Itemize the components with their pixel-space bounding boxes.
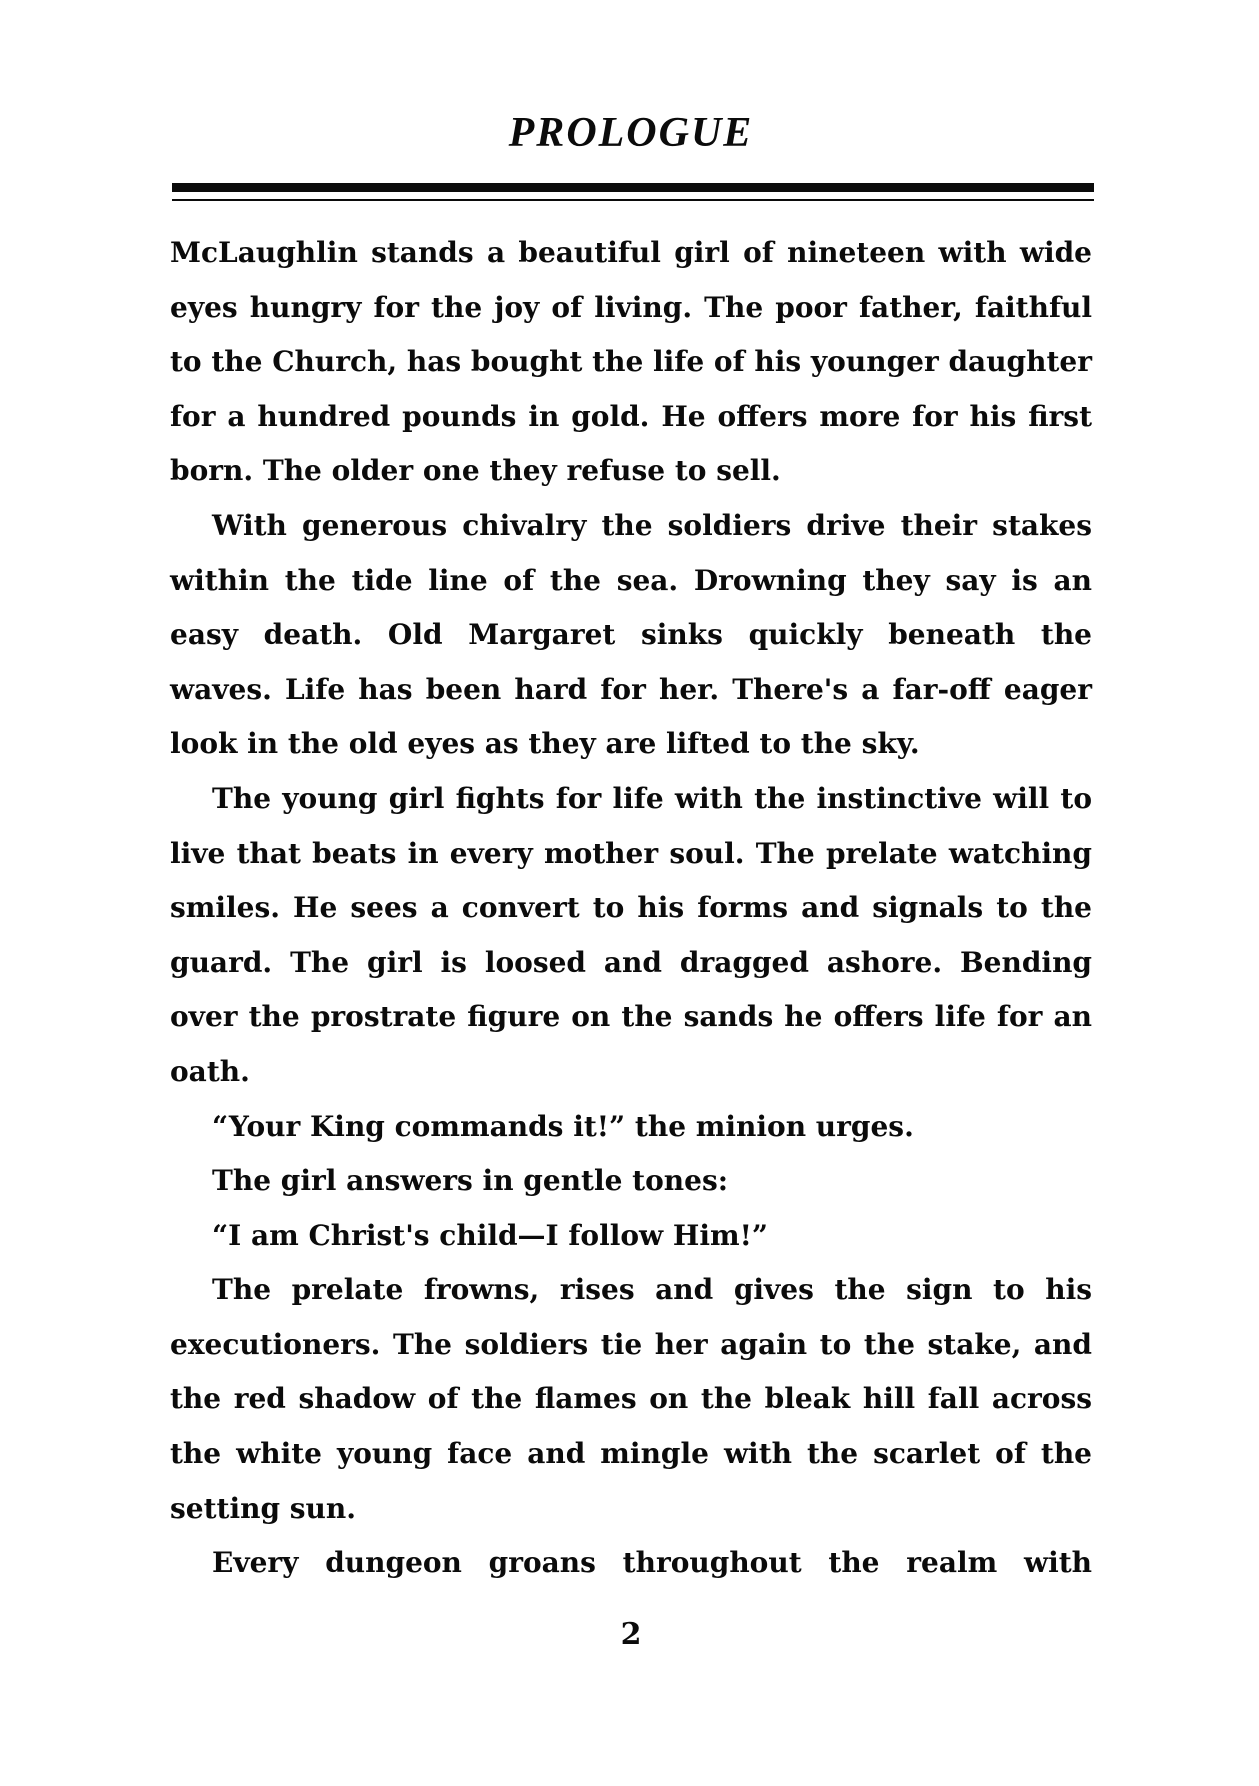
paragraph-dialogue: “Your King commands it!” the minion urges.	[212, 1109, 914, 1143]
running-head: PROLOGUE	[508, 110, 754, 156]
paragraph-dialogue: “I am Christ's child—I follow Him!”	[212, 1218, 769, 1252]
paragraph-runover: Every dungeon groans throughout the realm with	[212, 1546, 1092, 1580]
header-rule-thick	[172, 183, 1094, 192]
paragraph-continued: McLaughlin stands a beautiful girl of nineteen with wide eyes hungry for the joy of living. The poor father, faithful to the Church, has bought the life of his younger daughter for a hundred pounds in gold. He offers more for his first born. The older one they refuse to sell.	[170, 236, 1092, 488]
paragraph: The young girl fights for life with the instinctive will to live that beats in every mother soul. The prelate watching smiles. He sees a convert to his forms and signals to the guard. The girl is loosed and dragged ashore. Bending over the prostrate figure on the sands he offers life for an oath.	[170, 781, 1092, 1088]
body-text	[170, 226, 1092, 1591]
paragraph: The prelate frowns, rises and gives the sign to his executioners. The soldiers tie her again to the stake, and the red shadow of the flames on the bleak hill fall across the white young face and mingle with the scarlet of the setting sun.	[170, 1273, 1092, 1525]
paragraph: With generous chivalry the soldiers drive their stakes within the tide line of the sea. Drowning they say is an easy death. Old Margaret sinks quickly beneath the waves. Life has been hard for her. There's a far-off eager look in the old eyes as they are lifted to the sky.	[170, 508, 1092, 761]
page-number: 2	[620, 1617, 642, 1652]
header-rule-thin	[172, 199, 1094, 201]
paragraph: The girl answers in gentle tones:	[212, 1164, 729, 1198]
